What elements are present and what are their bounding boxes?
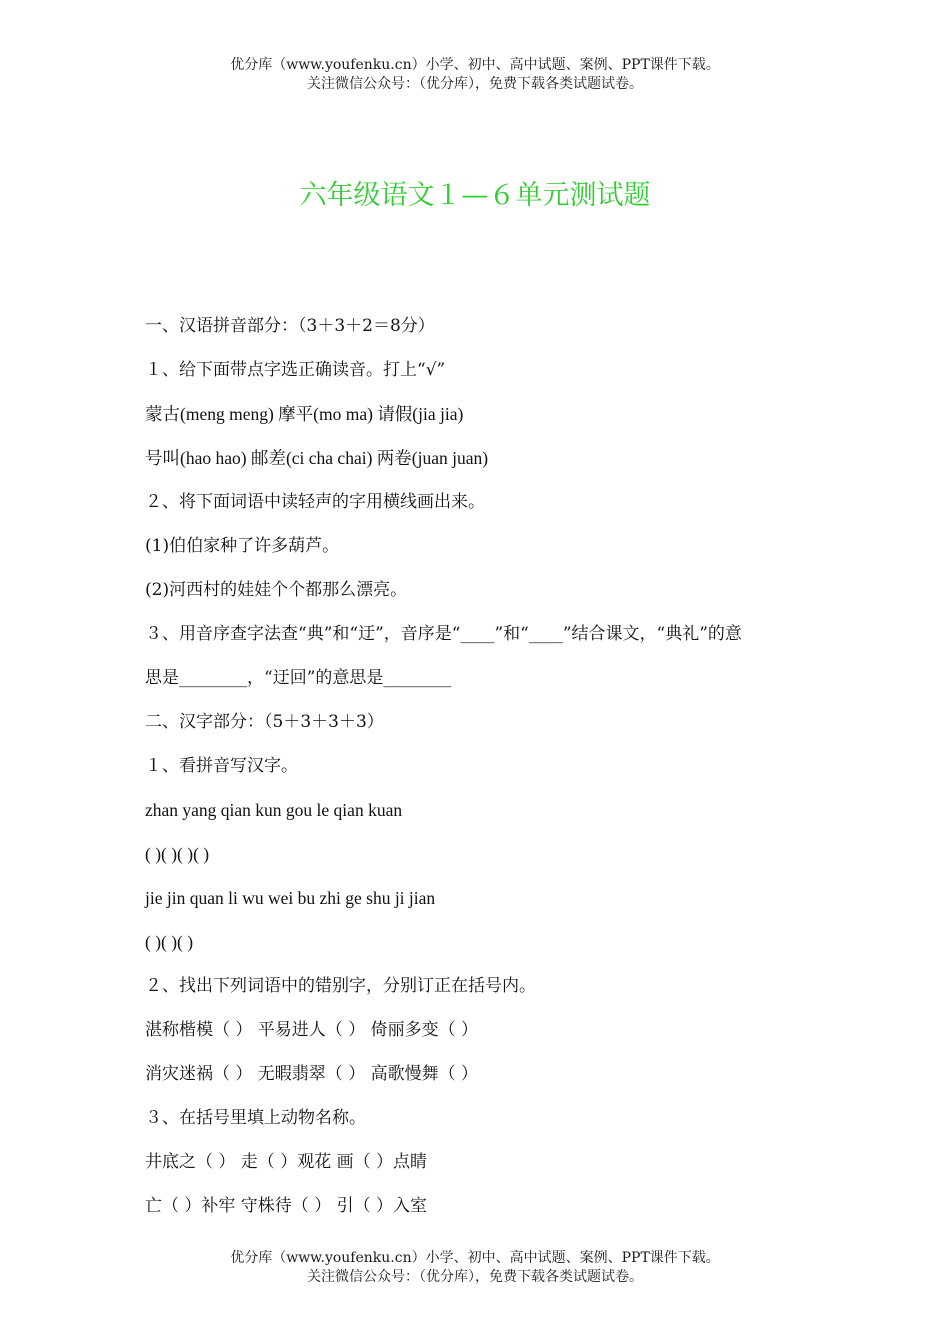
question-1-2: ２、将下面词语中读轻声的字用横线画出来。 xyxy=(145,492,485,512)
pinyin-row-1: zhan yang qian kun gou le qian kuan xyxy=(145,800,403,820)
page-footer xyxy=(0,1249,950,1287)
answer-brackets-row-1: ( )( )( )( ) xyxy=(145,844,210,864)
pinyin-row-2: jie jin quan li wu wei bu zhi ge shu ji jian xyxy=(145,888,436,908)
idiom-row-2: 亡（ ）补牢 守株待（ ） 引（ ）入室 xyxy=(145,1196,428,1216)
pronunciation-options-row-2: 号叫(hao hao) 邮差(ci cha chai) 两卷(juan juan) xyxy=(145,448,489,468)
answer-brackets-row-2: ( )( )( ) xyxy=(145,932,194,952)
pronunciation-options-row-1: 蒙古(meng meng) 摩平(mo ma) 请假(jia jia) xyxy=(145,404,464,424)
footer-line-1: 优分库（www.youfenku.cn）小学、初中、高中试题、案例、PPT课件下载。 xyxy=(230,1250,720,1266)
footer-line-2: 关注微信公众号：（优分库），免费下载各类试题试卷。 xyxy=(307,1269,643,1285)
header-line-2: 关注微信公众号：（优分库），免费下载各类试题试卷。 xyxy=(307,76,643,92)
sentence-1: (1)伯伯家种了许多葫芦。 xyxy=(145,536,340,556)
question-2-1: １、看拼音写汉字。 xyxy=(145,756,298,776)
question-1-3-continued: 思是________，“迂回”的意思是________ xyxy=(145,668,452,688)
idiom-row-1: 井底之（ ） 走（ ）观花 画（ ）点睛 xyxy=(145,1152,428,1172)
question-1-1: １、给下面带点字选正确读音。打上“√” xyxy=(145,360,446,380)
typo-words-row-1: 湛称楷模（ ） 平易进人（ ） 倚丽多变（ ） xyxy=(145,1020,479,1040)
document-body xyxy=(145,312,825,1236)
section-heading-pinyin: 一、汉语拼音部分：（3＋3＋2＝8分） xyxy=(145,316,435,336)
question-1-3: ３、用音序查字法查“典”和“迂”，音序是“____”和“____”结合课文，“典礼”的意 xyxy=(145,624,742,644)
header-line-1: 优分库（www.youfenku.cn）小学、初中、高中试题、案例、PPT课件下载。 xyxy=(230,57,720,73)
section-heading-hanzi: 二、汉字部分：（5＋3＋3＋3） xyxy=(145,712,384,732)
question-2-2: ２、找出下列词语中的错别字，分别订正在括号内。 xyxy=(145,976,536,996)
question-2-3: ３、在括号里填上动物名称。 xyxy=(145,1108,366,1128)
document-title: 六年级语文１—６单元测试题 xyxy=(299,180,651,211)
typo-words-row-2: 消灾迷祸（ ） 无暇翡翠（ ） 高歌慢舞（ ） xyxy=(145,1064,479,1084)
sentence-2: (2)河西村的娃娃个个都那么漂亮。 xyxy=(145,580,408,600)
page-header xyxy=(0,56,950,94)
